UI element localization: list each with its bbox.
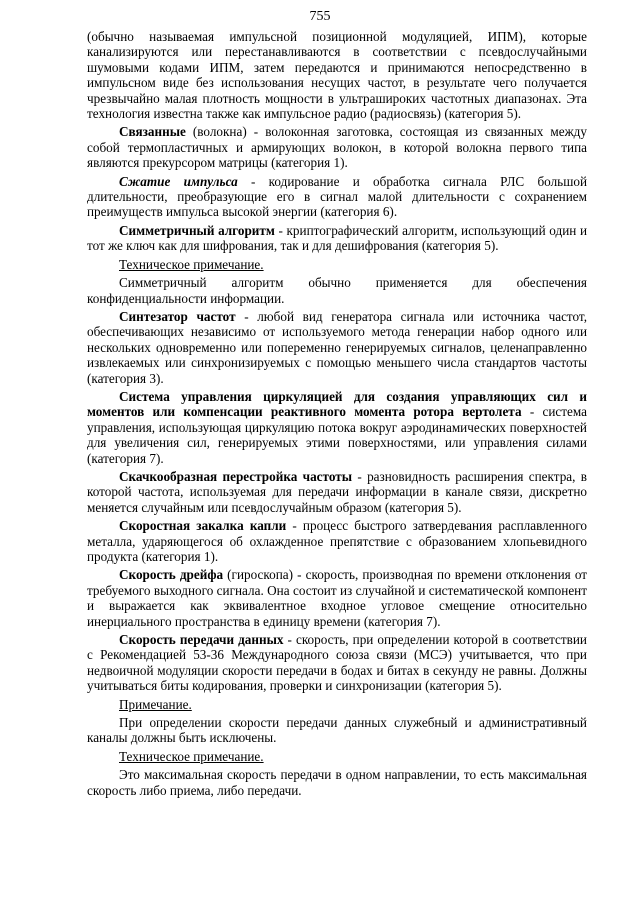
definition-text: - разновидность расширения спектра, в которой частота, используемая для передачи информации в канале связи, дискретно меняется случайным или псевдослучайным образом (категория 5). — [87, 468, 587, 515]
document-body — [87, 29, 587, 801]
definition-paragraph — [87, 567, 587, 629]
note-heading: Примечание. — [119, 696, 192, 712]
definition-paragraph — [87, 223, 587, 254]
defined-term: Система управления циркуляцией для создания управляющих сил и моментов или компенсации реактивного момента ротора вертолета — [87, 388, 587, 420]
defined-term: Сжатие импульса — [119, 173, 238, 189]
definition-paragraph — [87, 632, 587, 694]
definition-paragraph — [87, 389, 587, 466]
defined-term: Скачкообразная перестройка частоты — [119, 468, 353, 484]
definition-text: - система управления, использующая циркуляцию потока вокруг аэродинамических поверхностей для увеличения сил, генерируемых этими поверхностями, или управления силами (категория 7). — [87, 404, 587, 466]
text-paragraph: Это максимальная скорость передачи в одном направлении, то есть максимальная скорость либо приема, либо передачи. — [87, 767, 587, 798]
definition-paragraph — [87, 309, 587, 386]
defined-term: Синтезатор частот — [119, 308, 236, 324]
defined-term: Скоростная закалка капли — [119, 518, 287, 534]
definition-paragraph — [87, 518, 587, 564]
definition-paragraph — [87, 124, 587, 170]
text-paragraph: (обычно называемая импульсной позиционной модуляцией, ИПМ), которые канализируются или перестанавливаются в соответствии с псевдослучайными шумовыми кодами ИПМ, затем передаются и принимаются непосредственно в импульсном виде без использования несущих частот, в результате чего получается чрезвычайно малая плотность мощности в ультрашироких частотных диапазонах. Эта технология известна также как импульсное радио (радиосвязь) (категория 5). — [87, 29, 587, 122]
definition-text: - кодирование и обработка сигнала РЛС большой длительности, преобразующие его в сигнал малой длительности с сохранением преимуществ импульса высокой энергии (категория 6). — [87, 173, 587, 220]
definition-text: (волокна) - волоконная заготовка, состоящая из связанных между собой термопластичных и армирующих волокон, в которой волокна первого типа являются прекурсором матрицы (категория 1). — [87, 124, 587, 171]
defined-term: Скорость дрейфа — [119, 567, 224, 583]
page-number: 755 — [309, 9, 331, 24]
definition-paragraph — [87, 174, 587, 220]
note-heading: Техническое примечание. — [119, 256, 264, 272]
text-paragraph: При определении скорости передачи данных служебный и административный каналы должны быть исключены. — [87, 715, 587, 746]
definition-text: (гироскопа) - скорость, производная по времени отклонения от требуемого выходного сигнала. Она состоит из случайной и систематической компонент и выражается как эквивалентное входное угловое смещение относительно инерциального пространства в единицу времени (категория 7). — [87, 567, 587, 629]
definition-text: - криптографический алгоритм, использующий один и тот же ключ как для шифрования, так и для дешифрования (категория 5). — [87, 222, 588, 254]
note-heading: Техническое примечание. — [119, 748, 264, 764]
definition-paragraph — [87, 469, 587, 515]
defined-term: Скорость передачи данных — [119, 632, 284, 648]
defined-term: Симметричный алгоритм — [119, 222, 275, 238]
definition-text: - процесс быстрого затвердевания расплавленного металла, ударяющегося об охлажденное препятствие с образованием хлопьевидного продукта (категория 1). — [87, 518, 587, 564]
defined-term: Связанные — [119, 124, 186, 140]
text-paragraph: Симметричный алгоритм обычно применяется для обеспечения конфиденциальности информации. — [87, 275, 587, 306]
definition-text: - скорость, при определении которой в соответствии с Рекомендацией 53-36 Международного союза связи (МСЭ) учитывается, что при недвоичной модуляции скорости передачи в бодах и битах в секунду не равны. Должны учитываться биты кодирования, проверки и синхронизации (категория 5). — [87, 632, 587, 694]
definition-text: - любой вид генератора сигнала или источника частот, обеспечивающих независимо от используемого метода генерации набор одного или нескольких одновременно или попеременно генерируемых сигналов, целенаправленно извлекаемых или синхронизируемых с помощью меньшего числа стандартов частоты (категория 3). — [87, 308, 587, 386]
